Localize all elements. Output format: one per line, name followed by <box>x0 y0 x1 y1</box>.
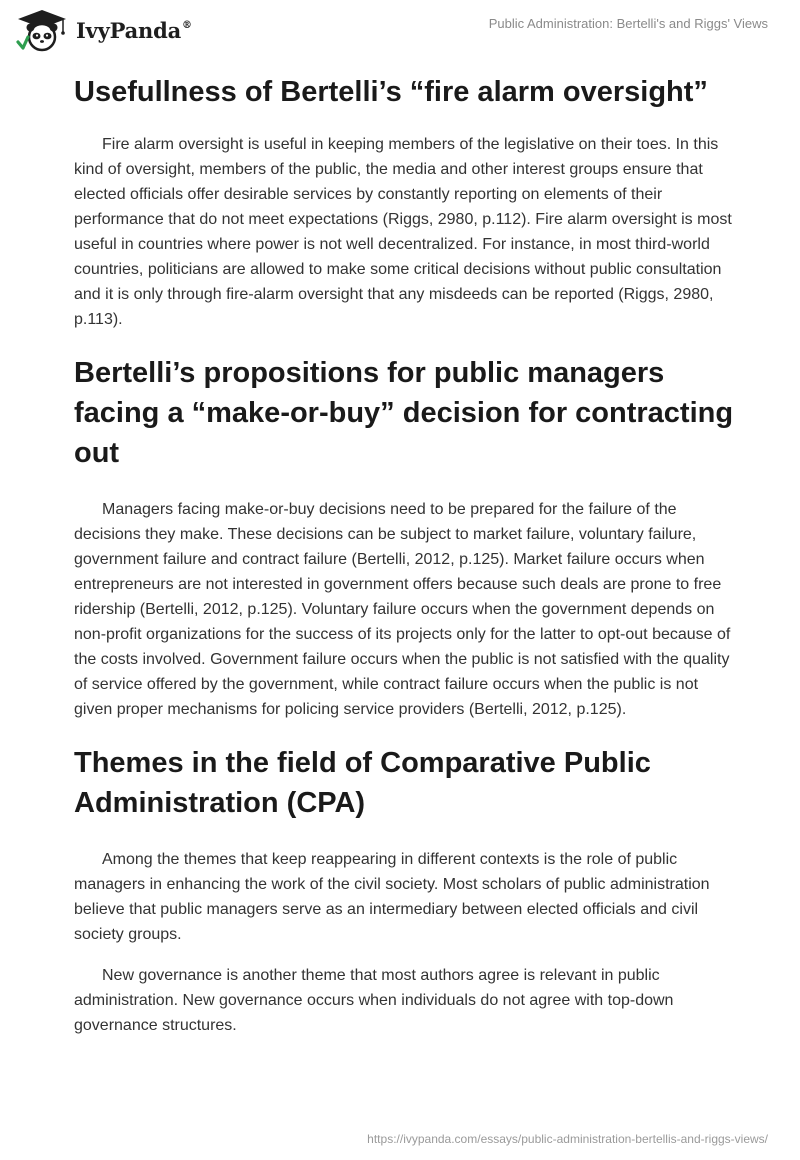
paragraph-civil-society: Among the themes that keep reappearing in different contexts is the role of public managers in enhancing the work of the civil society. Most scholars of public administration believe that public managers serve as an intermediary between elected officials and civil society groups. <box>74 851 710 943</box>
section-heading-make-or-buy: Bertelli’s propositions for public managers facing a “make-or-buy” decision for contracting out <box>74 357 734 469</box>
document-title: Public Administration: Bertelli's and Riggs' Views <box>488 16 768 31</box>
paragraph-new-governance: New governance is another theme that most authors agree is relevant in public administration. New governance occurs when individuals do not agree with top-down governance structures. <box>74 967 674 1034</box>
section-heading-fire-alarm: Usefullness of Bertelli’s “fire alarm oversight” <box>74 76 708 108</box>
brand-logo[interactable] <box>14 8 192 52</box>
paragraph-fire-alarm: Fire alarm oversight is useful in keeping members of the legislative on their toes. In this kind of oversight, members of the public, the media and other interest groups ensure that elected officials offer desirable services by constantly reporting on elements of their performance that do not meet expectations (Riggs, 2980, p.112). Fire alarm oversight is most useful in countries where power is not well decentralized. For instance, in most third-world countries, politicians are allowed to make some critical decisions without public consultation and it is only through fire-alarm oversight that any misdeeds can be reported (Riggs, 2980, p.113). <box>74 136 732 328</box>
paragraph-make-or-buy: Managers facing make-or-buy decisions need to be prepared for the failure of the decisions they make. These decisions can be subject to market failure, voluntary failure, government failure and contract failure (Bertelli, 2012, p.125). Market failure occurs when entrepreneurs are not interested in government offers because such deals are prone to free ridership (Bertelli, 2012, p.125). Voluntary failure occurs when the government depends on non-profit organizations for the success of its projects only for the latter to opt-out because of the costs involved. Government failure occurs when the public is not satisfied with the quality of service offered by the government, while contract failure occurs when the public is not given proper mechanisms for policing service providers (Bertelli, 2012, p.125). <box>74 501 731 718</box>
panda-graduate-icon <box>14 8 70 52</box>
brand-name: IvyPanda® <box>76 17 192 43</box>
essay-content <box>74 72 734 1038</box>
source-url[interactable]: https://ivypanda.com/essays/public-administration-bertellis-and-riggs-views/ <box>367 1132 768 1146</box>
registered-mark: ® <box>182 19 192 31</box>
page-header <box>0 0 800 60</box>
section-heading-cpa-themes: Themes in the field of Comparative Public Administration (CPA) <box>74 747 651 819</box>
